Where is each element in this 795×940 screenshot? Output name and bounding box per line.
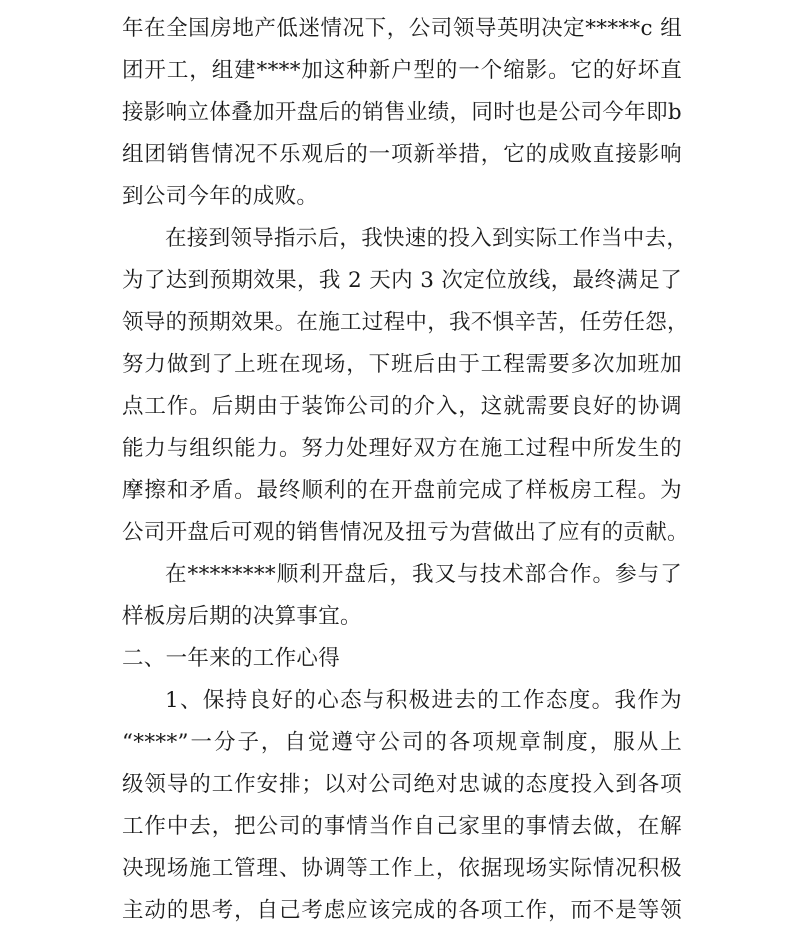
paragraph-line: 主动的思考，自己考虑应该完成的各项工作，而不是等领 xyxy=(122,898,682,923)
paragraph-line: 接影响立体叠加开盘后的销售业绩，同时也是公司今年即b xyxy=(122,100,682,125)
paragraph-line: 领导的预期效果。在施工过程中，我不惧辛苦，任劳任怨， xyxy=(122,310,689,335)
paragraph-line: 级领导的工作安排；以对公司绝对忠诚的态度投入到各项 xyxy=(122,772,682,797)
paragraph-line: 为了达到预期效果，我 2 天内 3 次定位放线，最终满足了 xyxy=(122,268,682,293)
paragraph-line: 在接到领导指示后，我快速的投入到实际工作当中去， xyxy=(165,226,689,251)
paragraph-line: 努力做到了上班在现场，下班后由于工程需要多次加班加 xyxy=(122,352,682,377)
paragraph-line: 决现场施工管理、协调等工作上，依据现场实际情况积极 xyxy=(122,856,682,881)
paragraph-line: 团开工，组建****加这种新户型的一个缩影。它的好坏直 xyxy=(122,58,682,83)
paragraph-line: 样板房后期的决算事宜。 xyxy=(122,604,362,629)
paragraph-line: “****”一分子，自觉遵守公司的各项规章制度，服从上 xyxy=(122,730,682,755)
paragraph-line: 到公司今年的成败。 xyxy=(122,184,319,209)
paragraph-line: 公司开盘后可观的销售情况及扭亏为营做出了应有的贡献。 xyxy=(122,520,689,545)
paragraph-line: 能力与组织能力。努力处理好双方在施工过程中所发生的 xyxy=(122,436,682,461)
paragraph-line: 点工作。后期由于装饰公司的介入，这就需要良好的协调 xyxy=(122,394,682,419)
paragraph-line: 摩擦和矛盾。最终顺利的在开盘前完成了样板房工程。为 xyxy=(122,478,682,503)
paragraph-line: 年在全国房地产低迷情况下，公司领导英明决定*****c 组 xyxy=(122,16,682,41)
section-heading: 二、一年来的工作心得 xyxy=(122,646,341,671)
paragraph-line: 在********顺利开盘后，我又与技术部合作。参与了 xyxy=(165,562,682,587)
paragraph-line: 工作中去，把公司的事情当作自己家里的事情去做，在解 xyxy=(122,814,682,839)
paragraph-line: 组团销售情况不乐观后的一项新举措，它的成败直接影响 xyxy=(122,142,682,167)
paragraph-line: 1、保持良好的心态与积极进去的工作态度。我作为 xyxy=(165,688,682,713)
